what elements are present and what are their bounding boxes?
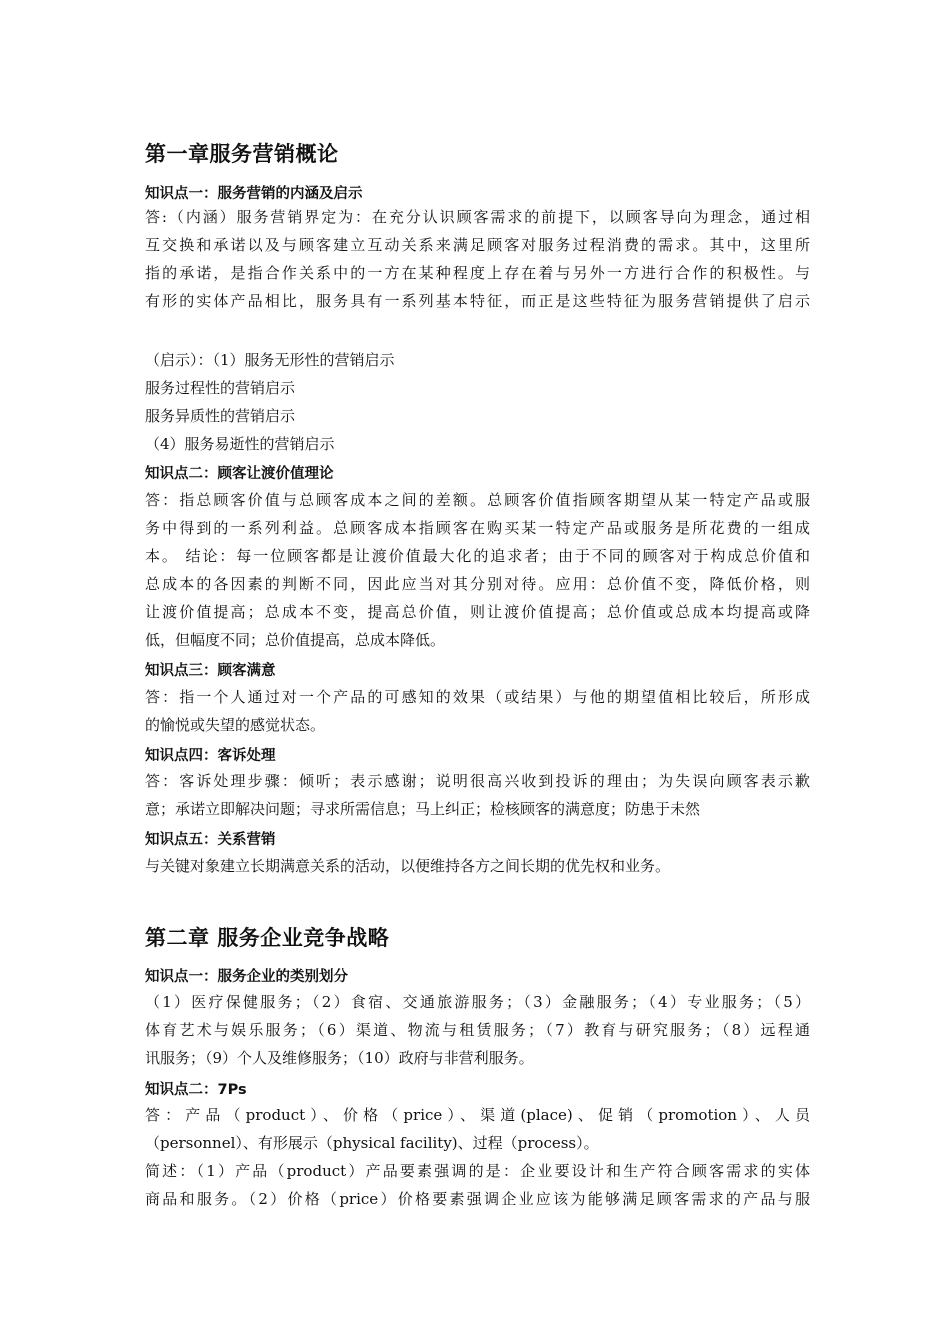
ch2-kp1-heading: 知识点一：服务企业的类别划分	[145, 969, 348, 985]
ch1-kp2-line: 低，但幅度不同；总价值提高，总成本降低。	[145, 631, 446, 649]
ch1-kp1-line: 互交换和承诺以及与顾客建立互动关系来满足顾客对服务过程消费的需求。其中，这里所	[145, 236, 810, 254]
ch1-kp2-heading: 知识点二：顾客让渡价值理论	[145, 466, 334, 482]
ch1-kp2-line: 总成本的各因素的判断不同，因此应当对其分别对待。应用：总价值不变，降低价格，则	[145, 575, 810, 593]
chapter-1-title: 第一章服务营销概论	[145, 142, 339, 166]
ch2-kp2-line: 简述：（1）产品（product）产品要素强调的是：企业要设计和生产符合顾客需求的实体	[145, 1162, 810, 1180]
ch1-kp1-line: 有形的实体产品相比，服务具有一系列基本特征，而正是这些特征为服务营销提供了启示	[145, 292, 810, 310]
ch1-kp3-heading: 知识点三：顾客满意	[145, 663, 276, 679]
ch1-kp1-line: 指的承诺，是指合作关系中的一方在某种程度上存在着与另外一方进行合作的积极性。与	[145, 264, 810, 282]
ch1-kp4-line: 意；承诺立即解决问题；寻求所需信息；马上纠正；检核顾客的满意度；防患于未然	[145, 800, 701, 818]
ch2-kp1-line: 体育艺术与娱乐服务；（6）渠道、物流与租赁服务；（7）教育与研究服务；（8）远程通	[145, 1021, 810, 1039]
ch1-kp4-line: 答：客诉处理步骤：倾听；表示感谢；说明很高兴收到投诉的理由；为失误向顾客表示歉	[145, 772, 810, 790]
ch1-kp3-line: 答：指一个人通过对一个产品的可感知的效果（或结果）与他的期望值相比较后，所形成	[145, 688, 810, 706]
ch1-kp5-heading: 知识点五：关系营销	[145, 832, 276, 848]
ch2-kp2-heading: 知识点二：7Ps	[145, 1082, 247, 1098]
ch2-kp1-line: 讯服务；（9）个人及维修服务；（10）政府与非营利服务。	[145, 1049, 534, 1067]
ch1-kp2-line: 本。 结论：每一位顾客都是让渡价值最大化的追求者；由于不同的顾客对于构成总价值和	[145, 547, 810, 565]
ch1-kp1-line: （启示）：（1）服务无形性的营销启示	[145, 351, 395, 369]
ch1-kp3-line: 的愉悦或失望的感觉状态。	[145, 716, 326, 734]
ch1-kp4-heading: 知识点四：客诉处理	[145, 748, 276, 764]
ch2-kp2-line: 商品和服务。（2）价格（price）价格要素强调企业应该为能够满足顾客需求的产品与服	[145, 1190, 810, 1208]
ch1-kp2-line: 答：指总顾客价值与总顾客成本之间的差额。总顾客价值指顾客期望从某一特定产品或服	[145, 491, 810, 509]
ch1-kp2-line: 务中得到的一系列利益。总顾客成本指顾客在购买某一特定产品或服务是所花费的一组成	[145, 519, 810, 537]
ch1-kp1-line: 服务异质性的营销启示	[145, 407, 296, 425]
chapter-2-title: 第二章 服务企业竞争战略	[145, 926, 390, 950]
ch2-kp2-line: （personnel）、有形展示（physical facility)、过程（process）。	[145, 1134, 599, 1152]
ch1-kp5-line: 与关键对象建立长期满意关系的活动，以便维持各方之间长期的优先权和业务。	[145, 857, 671, 875]
ch1-kp1-line: （4）服务易逝性的营销启示	[145, 435, 335, 453]
ch1-kp1-heading: 知识点一：服务营销的内涵及启示	[145, 186, 363, 202]
ch2-kp1-line: （1）医疗保健服务；（2）食宿、交通旅游服务；（3）金融服务；（4）专业服务；（5）	[145, 993, 810, 1011]
ch1-kp2-line: 让渡价值提高；总成本不变，提高总价值，则让渡价值提高；总价值或总成本均提高或降	[145, 603, 810, 621]
ch1-kp1-line: 答:（内涵）服务营销界定为：在充分认识顾客需求的前提下，以顾客导向为理念，通过相	[145, 208, 810, 226]
ch2-kp2-line: 答：产品（product）、价格（price）、渠道(place)、促销（promotion）、人员	[145, 1106, 810, 1124]
ch1-kp1-line: 服务过程性的营销启示	[145, 379, 296, 397]
